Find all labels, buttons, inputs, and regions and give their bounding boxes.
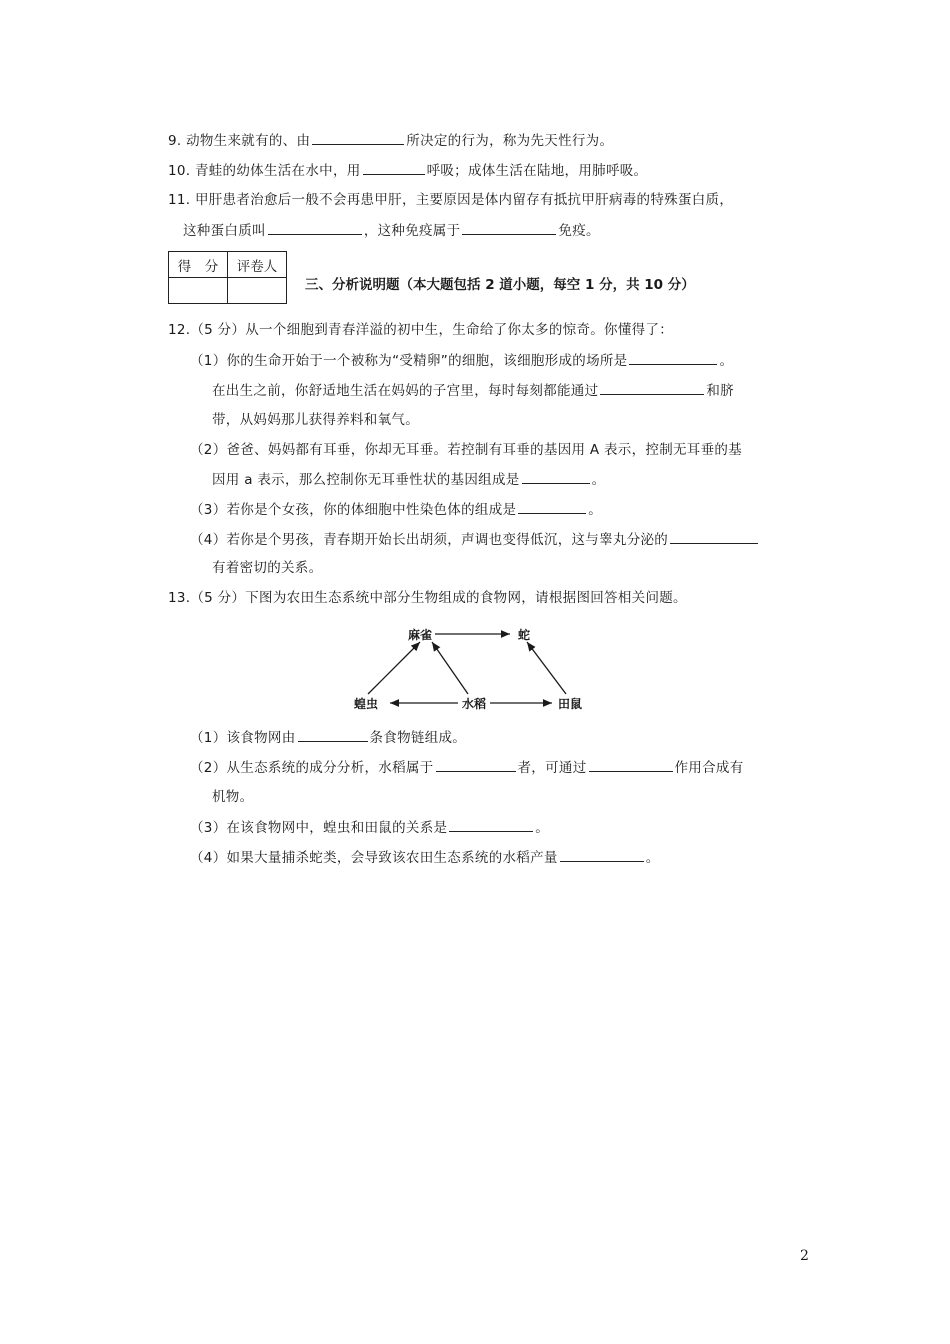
q9-text-before: 9. 动物生来就有的、由 xyxy=(168,133,311,149)
q12-p1-blank[interactable] xyxy=(629,351,717,365)
node-snake: 蛇 xyxy=(518,628,531,642)
q13-p1-blank[interactable] xyxy=(298,728,368,742)
q12-p3-text-b: 。 xyxy=(588,502,603,518)
q13-p4-blank[interactable] xyxy=(560,848,644,862)
q12-part1-line3: 带，从妈妈那儿获得养料和氧气。 xyxy=(212,412,419,428)
arrow-mouse-snake xyxy=(527,642,566,694)
grader-cell[interactable] xyxy=(228,278,287,304)
q12-p4-text-a: （4）若你是个男孩，青春期开始长出胡须，声调也变得低沉，这与睾丸分泌的 xyxy=(190,532,669,548)
q13-part1 xyxy=(190,728,466,747)
q11-text-c: 免疫。 xyxy=(558,223,600,239)
q12-p2-blank[interactable] xyxy=(522,470,590,484)
q13-p2-text-a: （2）从生态系统的成分分析，水稻属于 xyxy=(190,760,434,776)
grader-header: 评卷人 xyxy=(228,252,287,278)
arrow-locust-sparrow xyxy=(368,642,420,694)
q11-blank-1[interactable] xyxy=(268,221,362,235)
q13-p2-text-b: 者，可通过 xyxy=(517,760,587,776)
q12-part2-line2 xyxy=(212,470,605,489)
q13-p1-text-b: 条食物链组成。 xyxy=(369,730,467,746)
q13-p2-blank-1[interactable] xyxy=(436,758,516,772)
q9-text-after: 所决定的行为，称为先天性行为。 xyxy=(406,133,614,149)
q12-part2-line1: （2）爸爸、妈妈都有耳垂，你却无耳垂。若控制有耳垂的基因用 A 表示，控制无耳垂的基 xyxy=(190,442,743,458)
q12-p1-l2-text-b: 和脐 xyxy=(706,383,735,399)
q13-part4 xyxy=(190,848,660,867)
q13-p3-text-b: 。 xyxy=(535,820,550,836)
q10-text-after: 呼吸；成体生活在陆地，用肺呼吸。 xyxy=(426,163,648,179)
score-table xyxy=(168,251,287,304)
q13-p3-blank[interactable] xyxy=(449,818,533,832)
q13-p4-text-a: （4）如果大量捕杀蛇类，会导致该农田生态系统的水稻产量 xyxy=(190,850,558,866)
q12-part1-line1 xyxy=(190,351,733,370)
q12-part3 xyxy=(190,500,602,519)
q11-text-a: 这种蛋白质叫 xyxy=(183,223,266,239)
q12-p3-blank[interactable] xyxy=(518,500,586,514)
q13-p1-text-a: （1）该食物网由 xyxy=(190,730,296,746)
q12-p2-text-a: 因用 a 表示，那么控制你无耳垂性状的基因组成是 xyxy=(212,472,520,488)
q12-p1-l2-text-a: 在出生之前，你舒适地生活在妈妈的子宫里，每时每刻都能通过 xyxy=(212,383,599,399)
question-13-intro: 13.（5 分）下图为农田生态系统中部分生物组成的食物网，请根据图回答相关问题。 xyxy=(168,590,687,606)
q13-p4-text-b: 。 xyxy=(645,850,660,866)
q12-p1-text-b: 。 xyxy=(719,353,734,369)
q12-p3-text-a: （3）若你是个女孩，你的体细胞中性染色体的组成是 xyxy=(190,502,517,518)
q13-p2-blank-2[interactable] xyxy=(589,758,673,772)
q13-part2-line1 xyxy=(190,758,744,777)
q12-p2-text-b: 。 xyxy=(591,472,606,488)
score-cell[interactable] xyxy=(169,278,228,304)
question-11-line2 xyxy=(183,221,600,240)
q12-part4-line1 xyxy=(190,530,760,549)
node-rice: 水稻 xyxy=(462,697,487,711)
food-web-diagram xyxy=(340,620,600,720)
q13-p2-text-c: 作用合成有 xyxy=(674,760,744,776)
q12-p1-text-a: （1）你的生命开始于一个被称为“受精卵”的细胞，该细胞形成的场所是 xyxy=(190,353,628,369)
node-sparrow: 麻雀 xyxy=(408,628,433,642)
section-3-title: 三、分析说明题（本大题包括 2 道小题，每空 1 分，共 10 分） xyxy=(305,277,695,293)
question-11-line1: 11. 甲肝患者治愈后一般不会再患甲肝，主要原因是体内留存有抵抗甲肝病毒的特殊蛋白质， xyxy=(168,192,734,208)
node-field-mouse: 田鼠 xyxy=(558,697,583,711)
page-number: 2 xyxy=(800,1248,809,1264)
q12-p1-blank-2[interactable] xyxy=(600,381,704,395)
node-locust: 蝗虫 xyxy=(354,697,379,711)
q10-text-before: 10. 青蛙的幼体生活在水中，用 xyxy=(168,163,361,179)
q11-blank-2[interactable] xyxy=(462,221,556,235)
q9-blank[interactable] xyxy=(312,131,404,145)
q10-blank[interactable] xyxy=(363,161,425,175)
arrow-rice-sparrow xyxy=(432,642,468,694)
score-header: 得 分 xyxy=(169,252,228,278)
q13-p3-text-a: （3）在该食物网中，蝗虫和田鼠的关系是 xyxy=(190,820,448,836)
q11-text-b: ，这种免疫属于 xyxy=(363,223,461,239)
q13-part3 xyxy=(190,818,549,837)
question-12-intro: 12.（5 分）从一个细胞到青春洋溢的初中生，生命给了你太多的惊奇。你懂得了： xyxy=(168,322,674,338)
q12-p4-blank[interactable] xyxy=(670,530,758,544)
question-9 xyxy=(168,131,613,150)
question-10 xyxy=(168,161,647,180)
q12-part4-line2: 有着密切的关系。 xyxy=(212,560,323,576)
q13-part2-line2: 机物。 xyxy=(212,789,254,805)
q12-part1-line2 xyxy=(212,381,734,400)
